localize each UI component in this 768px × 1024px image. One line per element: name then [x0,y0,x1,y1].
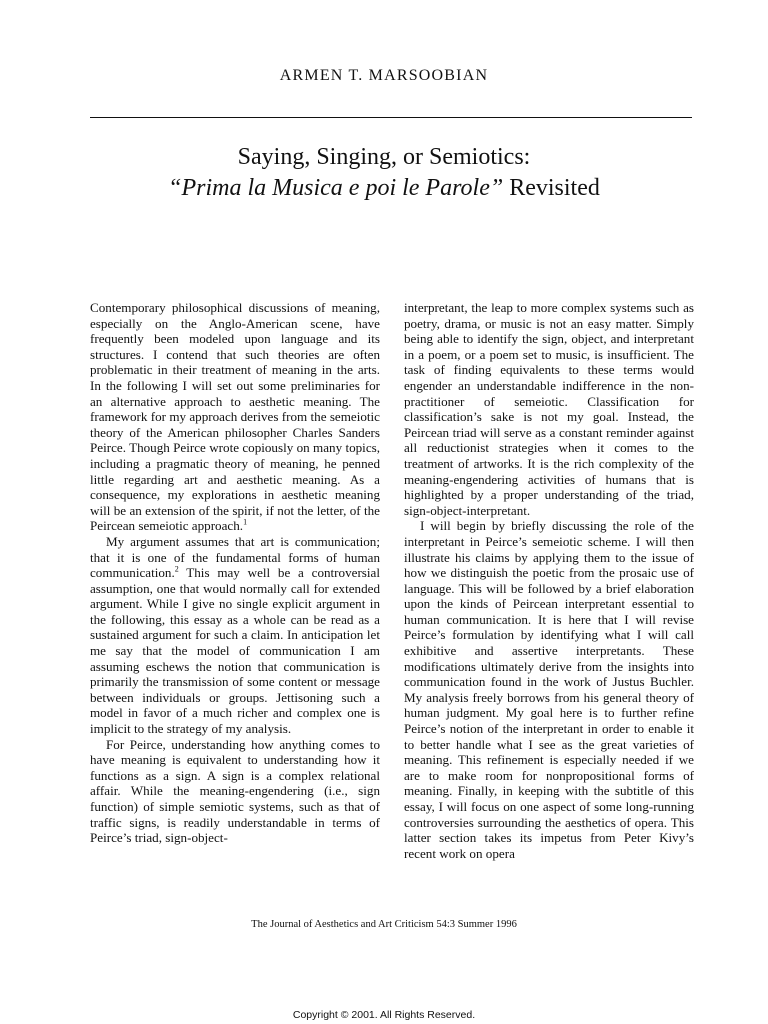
subtitle-italic: “Prima la Musica e poi le Parole” [168,175,504,201]
left-column [90,300,380,846]
article-subtitle [0,173,768,203]
header-rule [90,117,692,118]
paragraph-text: My argument assumes that art is communication; that it is one of the fundamental forms of human communication. [90,533,380,581]
footnote-marker: 2 [174,564,179,574]
footnote-marker: 1 [243,517,248,527]
paragraph-text: Contemporary philosophical discussions of meaning, especially on the Anglo-American scene, have frequently been modeled upon language and its structures. I contend that such theories are often problematic in their treatment of meaning in the arts. In the following I will set out some preliminaries for an alternative approach to aesthetic meaning. The framework for my approach derives from the semeiotic theory of the American philosopher Charles Sanders Peirce. Though Peirce wrote copiously on many topics, including a pragmatic theory of meaning, he penned little regarding art and aesthetic meaning. As a consequence, my explorations in aesthetic meaning will be an extension of the spirit, if not the letter, of the Peircean semeiotic approach. [90,300,380,534]
paragraph: interpretant, the leap to more complex systems such as poetry, drama, or music is not an easy matter. Simply being able to identify the sign, object, and interpretant in a poem, or a poem set to music, is insufficient. The task of finding equivalents to these terms would engender an understandable indifference in the non-practitioner of semeiotic. Classification for classification’s sake is not my goal. Instead, the Peircean triad will serve as a constant reminder against all reductionist strategies when it comes to the treatment of artworks. It is the rich complexity of the meaning-engendering activities of humans that is highlighted by a proper understanding of the triad, sign-object-interpretant. [404,300,694,518]
right-column [404,300,694,861]
copyright-notice: Copyright © 2001. All Rights Reserved. [292,1009,476,1021]
paragraph: I will begin by briefly discussing the role of the interpretant in Peirce’s semeiotic scheme. I will then illustrate his claims by applying them to the issue of how we distinguish the poetic from the prosaic use of language. This will be followed by a brief elaboration upon the kinds of Peircean interpretant essential to human communication. It is here that I will revise Peirce’s formulation by identifying what I will call exhibitive and assertive interpretants. These modifications ultimately derive from the insights into communication found in the work of Justus Buchler. My analysis freely borrows from his general theory of human judgment. My goal here is to further refine Peirce’s notion of the interpretant in order to enable it to better handle what I see as the great varieties of meaning. This refinement is especially needed if we are to make room for nonpropositional forms of meaning. Finally, in keeping with the subtitle of this essay, I will focus on one aspect of some long-running controversies surrounding the aesthetics of opera. This latter section takes its impetus from Peter Kivy’s recent work on opera [404,518,694,861]
journal-footer: The Journal of Aesthetics and Art Criticism 54:3 Summer 1996 [251,919,517,930]
paragraph [90,534,380,737]
subtitle-rest: Revisited [503,175,600,201]
paragraph [90,300,380,534]
paragraph: For Peirce, understanding how anything comes to have meaning is equivalent to understanding how it functions as a sign. A sign is a complex relational affair. While the meaning-engendering (i.e., sign function) of simple semiotic systems, such as that of traffic signs, is readily understandable in terms of Peirce’s triad, sign-object- [90,736,380,846]
author-name: ARMEN T. MARSOOBIAN [279,67,489,84]
article-title: Saying, Singing, or Semiotics: [237,144,531,170]
paragraph-text: This may well be a controversial assumption, one that would normally call for extended argument. While I give no single explicit argument in the following, this essay as a whole can be read as a sustained argument for such a claim. In anticipation let me say that the model of communication I am assuming eschews the notion that communication is primarily the transmission of some content or message between individuals or groups. Jettisoning such a model in favor of a much richer and complex one is implicit to the strategy of my analysis. [90,565,380,737]
